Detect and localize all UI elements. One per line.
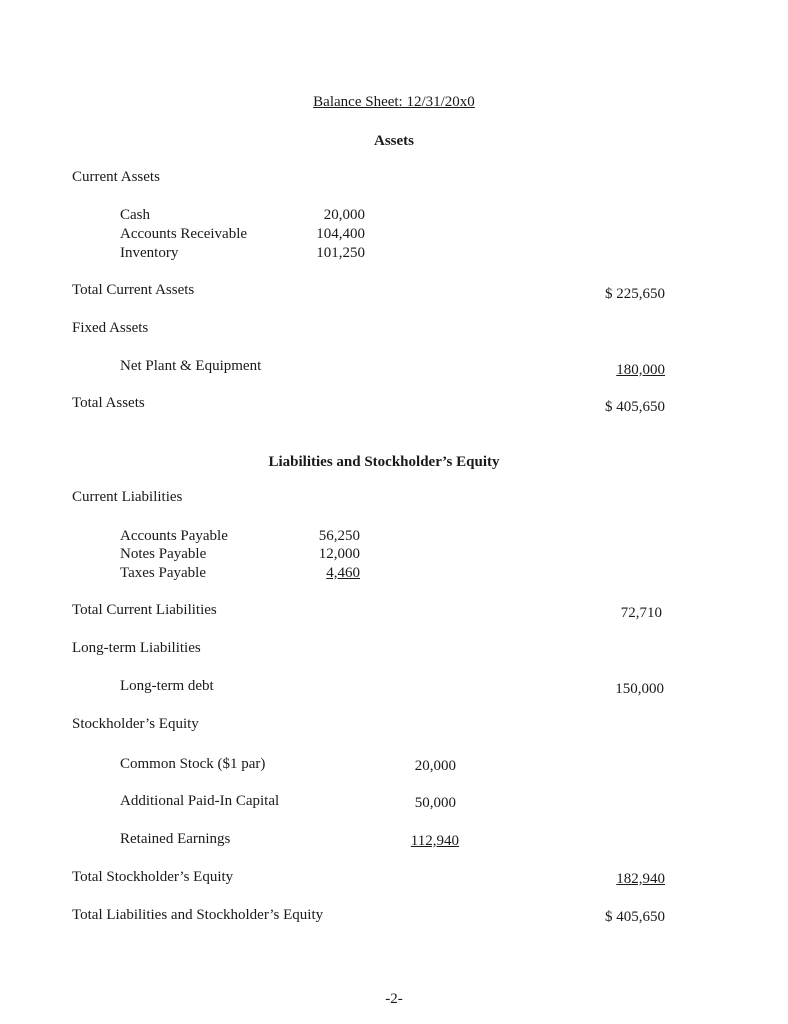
common-stock-label: Common Stock ($1 par) — [120, 756, 266, 772]
accounts-receivable-label: Accounts Receivable — [120, 226, 248, 242]
total-liabilities-equity-label: Total Liabilities and Stockholder’s Equity — [72, 907, 324, 923]
page-title: Balance Sheet: 12/31/20x0 — [313, 94, 475, 110]
current-liabilities-label: Current Liabilities — [72, 489, 183, 505]
cash-value: 20,000 — [323, 207, 365, 223]
total-stockholders-equity-value: 182,940 — [616, 871, 665, 887]
long-term-debt-value: 150,000 — [615, 681, 664, 697]
net-plant-equipment-label: Net Plant & Equipment — [120, 358, 262, 374]
taxes-payable-value — [280, 564, 360, 582]
total-assets-value: $ 405,650 — [605, 399, 665, 415]
notes-payable-value: 12,000 — [318, 546, 360, 562]
inventory-label: Inventory — [120, 245, 179, 261]
long-term-liabilities-label: Long-term Liabilities — [72, 640, 201, 656]
current-assets-label: Current Assets — [72, 169, 160, 185]
stockholders-equity-label: Stockholder’s Equity — [72, 716, 199, 732]
total-current-liabilities-label: Total Current Liabilities — [72, 602, 217, 618]
additional-paid-in-capital-value: 50,000 — [414, 795, 456, 811]
taxes-payable-label: Taxes Payable — [120, 565, 207, 581]
assets-heading: Assets — [374, 133, 414, 149]
notes-payable-label: Notes Payable — [120, 546, 207, 562]
page-number: -2- — [385, 991, 403, 1007]
liabilities-equity-heading: Liabilities and Stockholder’s Equity — [268, 454, 500, 470]
retained-earnings-value: 112,940 — [410, 833, 459, 849]
additional-paid-in-capital-label: Additional Paid-In Capital — [120, 793, 280, 809]
taxes-payable-number: 4,460 — [326, 565, 360, 581]
accounts-receivable-value: 104,400 — [316, 226, 365, 242]
inventory-value: 101,250 — [316, 245, 365, 261]
total-current-liabilities-value: 72,710 — [620, 605, 662, 621]
accounts-payable-label: Accounts Payable — [120, 528, 228, 544]
total-assets-label: Total Assets — [72, 395, 145, 411]
fixed-assets-label: Fixed Assets — [72, 320, 149, 336]
long-term-debt-label: Long-term debt — [120, 678, 214, 694]
total-liabilities-equity-value: $ 405,650 — [605, 909, 665, 925]
total-current-assets-label: Total Current Assets — [72, 282, 195, 298]
net-plant-equipment-value: 180,000 — [616, 362, 665, 378]
common-stock-value: 20,000 — [414, 758, 456, 774]
total-current-assets-value: $ 225,650 — [605, 286, 665, 302]
cash-label: Cash — [120, 207, 150, 223]
accounts-payable-value: 56,250 — [318, 528, 360, 544]
retained-earnings-label: Retained Earnings — [120, 831, 231, 847]
total-stockholders-equity-label: Total Stockholder’s Equity — [72, 869, 234, 885]
